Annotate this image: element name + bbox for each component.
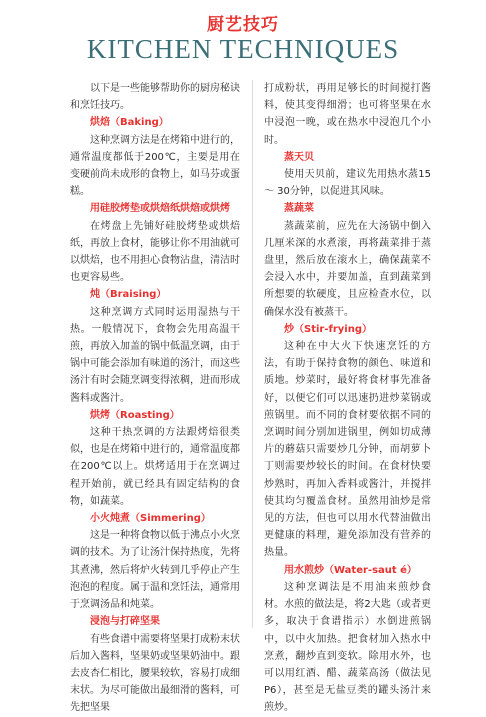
section-text-silicone-mat: 在烤盘上先铺好硅胶烤垫或烘焙纸，再放上食材，能够让你不用油就可以烘焙，也不用担心食物沾盘，清洁时也更容易些。 — [70, 220, 240, 284]
section-text-braising: 这种烹调方式同时运用湿热与干热。一般情况下，食物会先用高温干煎，再放入加盖的锅中低温烹调，由于锅中可能会添加有味道的汤汁，而这些汤汁有时会随烹调变得浓稠，进而形成酱料或酱汁。 — [70, 306, 240, 404]
right-column — [264, 80, 431, 714]
section-heading-steam-tempeh: 蒸天贝 — [284, 151, 314, 163]
section-text-roasting: 这种干热烹调的方法跟烤焙很类似，也是在烤箱中进行的，通常温度都在200℃以上。烘烤适用于在烹调过程开始前，就已经具有固定结构的食物，如蔬菜。 — [70, 427, 240, 507]
section-text-nuts: 有些食谱中需要将坚果打成粉末状后加入酱料，坚果奶或坚果奶油中。跟去皮杏仁相比，腰果较软，容易打成细末状。为尽可能做出最细滑的酱料，可先把坚果 — [70, 633, 240, 714]
section-heading-baking: 烘焙（Baking） — [90, 117, 169, 129]
section-heading-roasting: 烘烤（Roasting） — [90, 409, 180, 421]
section-heading-water-saute: 用水煎炒（Water-saut é） — [284, 564, 417, 576]
section-heading-simmering: 小火炖煮（Simmering） — [90, 513, 211, 525]
section-text-simmering: 这是一种将食物以低于沸点小火烹调的技术。为了让汤汁保持热度，先将其煮沸，然后将炉火转到几乎停止产生泡泡的程度。属于温和烹饪法，通常用于烹调汤品和炖菜。 — [70, 530, 240, 611]
intro-paragraph: 以下是一些能够帮助你的厨房秘诀和烹饪技巧。 — [70, 83, 240, 112]
section-heading-steam-vegetables: 蒸蔬菜 — [284, 203, 314, 215]
left-column — [70, 80, 240, 714]
page-title-english: KITCHEN TECHNIQUES — [86, 34, 400, 64]
section-text-stir-frying: 这种在中大火下快速烹饪的方法，有助于保持食物的颜色、味道和质地。炒菜时，最好将食材事先准备好，以便它们可以迅速扔进炒菜锅或煎锅里。而不同的食材要依据不同的烹调时间分别加进锅里，例如切成薄片的蘑菇只需要炒几分钟，而胡萝卜丁则需要炒较长的时间。在食材快要炒熟时，再加入香料或酱汁，并搅拌使其均匀覆盖食材。虽然用油炒是常见的方法，但也可以用水代替油做出更健康的料理，避免添加没有营养的热量。 — [264, 341, 431, 559]
section-text-baking: 这种烹调方法是在烤箱中进行的，通常温度都低于200℃，主要是用在变硬前尚未成形的食物上，如马芬或蛋糕。 — [70, 134, 240, 198]
page-header — [0, 0, 486, 66]
column-divider — [252, 80, 253, 628]
section-heading-nuts: 浸泡与打碎坚果 — [90, 616, 160, 628]
section-heading-stir-frying: 炒（Stir-frying） — [284, 323, 372, 335]
section-text-water-saute: 这种烹调法是不用油来煎炒食材。水煎的做法是，将2大匙（或者更多，取决于食谱指示）水倒进煎锅中，以中火加热。把食材加入热水中烹煮，翻炒直到变软。除用水外，也可以用红酒、醋、蔬菜高汤（做法见P6），甚至是无盐豆类的罐头汤汁来煎炒。 — [264, 581, 431, 714]
section-text-steam-tempeh: 使用天贝前，建议先用热水蒸15 ～ 30分钟，以促进其风味。 — [264, 169, 431, 198]
section-text-nuts-continued: 打成粉状，再用足够长的时间搅打酱料，使其变得细滑；也可将坚果在水中浸泡一晚，或在热水中浸泡几个小时。 — [264, 83, 431, 146]
section-heading-braising: 炖（Braising） — [90, 289, 167, 301]
page-title-chinese: 厨艺技巧 — [207, 15, 279, 35]
section-heading-silicone-mat: 用硅胶烤垫或烘焙纸烘焙或烘烤 — [90, 203, 230, 215]
section-text-steam-vegetables: 蒸蔬菜前，应先在大汤锅中倒入几厘米深的水煮滚，再将蔬菜排于蒸盘里，然后放在滚水上，确保蔬菜不会浸入水中，并要加盖，直到蔬菜到所想要的软硬度，且应检查水位，以确保水没有被蒸干。 — [264, 220, 431, 318]
